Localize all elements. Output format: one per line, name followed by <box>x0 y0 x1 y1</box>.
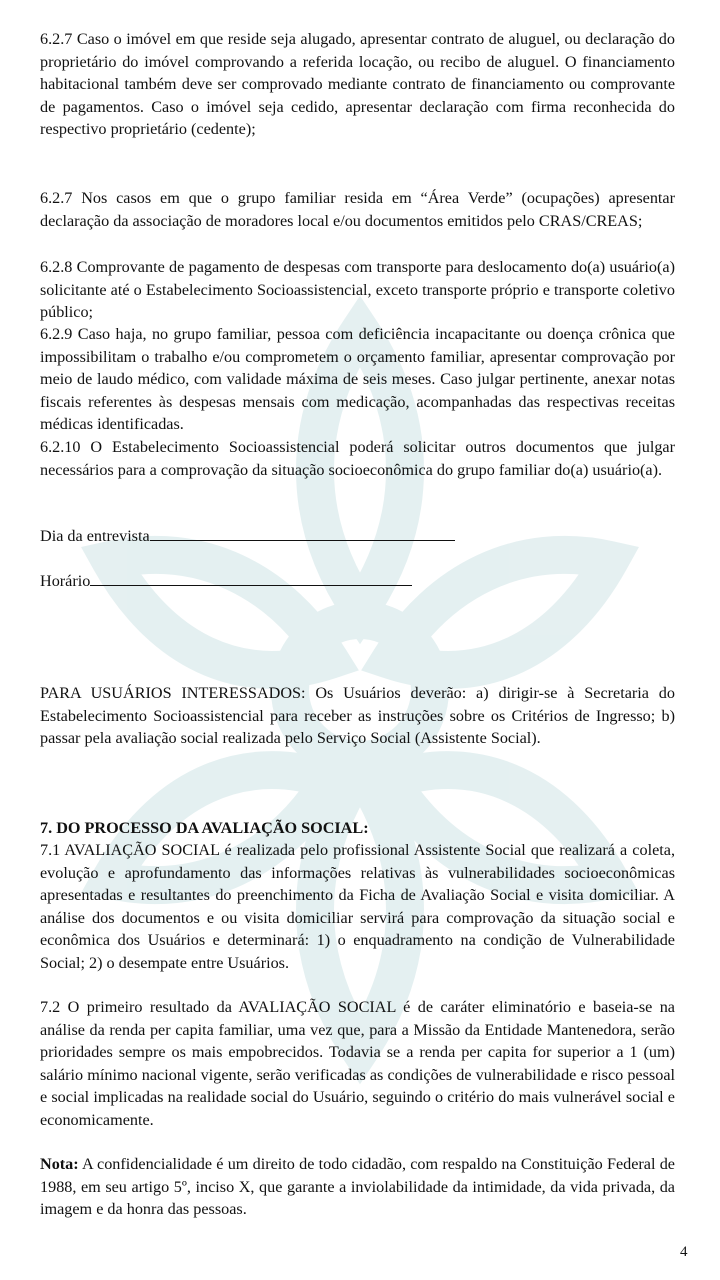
page-number: 4 <box>680 1244 688 1260</box>
interview-day-blank[interactable] <box>150 524 455 541</box>
interview-time-blank[interactable] <box>90 569 412 586</box>
interview-day-field <box>40 524 455 548</box>
note-label: Nota: <box>40 1155 79 1173</box>
paragraph-6-2-7-aluguel: 6.2.7 Caso o imóvel em que reside seja alugado, apresentar contrato de aluguel, ou declaração do proprietário do imóvel comprovando a referida locação, ou recibo de aluguel. O financiamento habitacional também deve ser comprovado mediante contrato de financiamento ou comprovante de pagamentos. Caso o imóvel seja cedido, apresentar declaração com firma reconhecida do respectivo proprietário (cedente); <box>40 30 675 139</box>
note-text: A confidencialidade é um direito de todo cidadão, com respaldo na Constituição Federal de 1988, em seu artigo 5º, inciso X, que garante a inviolabilidade da intimidade, da vida privada, da imagem e da honra das pessoas. <box>40 1155 675 1219</box>
paragraph-6-2-7-area-verde: 6.2.7 Nos casos em que o grupo familiar resida em “Área Verde” (ocupações) apresentar declaração da associação de moradores local e/ou documentos emitidos pelo CRAS/CREAS; <box>40 189 675 230</box>
paragraph-7-2: 7.2 O primeiro resultado da AVALIAÇÃO SOCIAL é de caráter eliminatório e baseia-se na análise da renda per capita familiar, uma vez que, para a Missão da Entidade Mantenedora, serão prioridades sempre os mais empobrecidos. Todavia se a renda per capita for superior a 1 (um) salário mínimo nacional vigente, serão verificadas as condições de vulnerabilidade e risco pessoal e social implicadas na realidade social do Usuário, seguindo o critério do mais vulnerável social e economicamente. <box>40 998 675 1129</box>
interview-time-label: Horário <box>40 572 91 590</box>
paragraph-6-2-8: 6.2.8 Comprovante de pagamento de despesas com transporte para deslocamento do(a) usuário(a) solicitante até o Estabelecimento Socioassistencial, exceto transporte próprio e transporte coletivo público; <box>40 258 675 322</box>
paragraph-7-1: 7.1 AVALIAÇÃO SOCIAL é realizada pelo profissional Assistente Social que realizará a coleta, evolução e aprofundamento das informações relativas às vulnerabilidades socioeconômicas apresentadas e resultantes do preenchimento da Ficha de Avaliação Social e visita domiciliar. A análise dos documentos e ou visita domiciliar servirá para comprovação da situação social e econômica dos Usuários e determinará: 1) o enquadramento na condição de Vulnerabilidade Social; 2) o desempate entre Usuários. <box>40 841 675 972</box>
note-paragraph <box>40 1153 675 1221</box>
paragraph-6-2-9: 6.2.9 Caso haja, no grupo familiar, pessoa com deficiência incapacitante ou doença crônica que impossibilitam o trabalho e/ou comprometem o orçamento familiar, apresentar comprovação por meio de laudo médico, com validade máxima de seis meses. Caso julgar pertinente, anexar notas fiscais referentes às despesas mensais com medicação, acompanhadas das respectivas receitas médicas identificadas. <box>40 325 675 434</box>
paragraph-interested-users: PARA USUÁRIOS INTERESSADOS: Os Usuários deverão: a) dirigir-se à Secretaria do Estabelecimento Socioassistencial para receber as instruções sobre os Critérios de Ingresso; b) passar pela avaliação social realizada pelo Serviço Social (Assistente Social). <box>40 684 675 748</box>
paragraph-6-2-10: 6.2.10 O Estabelecimento Socioassistencial poderá solicitar outros documentos que julgar necessários para a comprovação da situação socioeconômica do grupo familiar do(a) usuário(a). <box>40 438 675 479</box>
interview-day-label: Dia da entrevista <box>40 527 150 545</box>
interview-time-field <box>40 569 412 593</box>
section-7-heading: 7. DO PROCESSO DA AVALIAÇÃO SOCIAL: <box>40 819 369 837</box>
